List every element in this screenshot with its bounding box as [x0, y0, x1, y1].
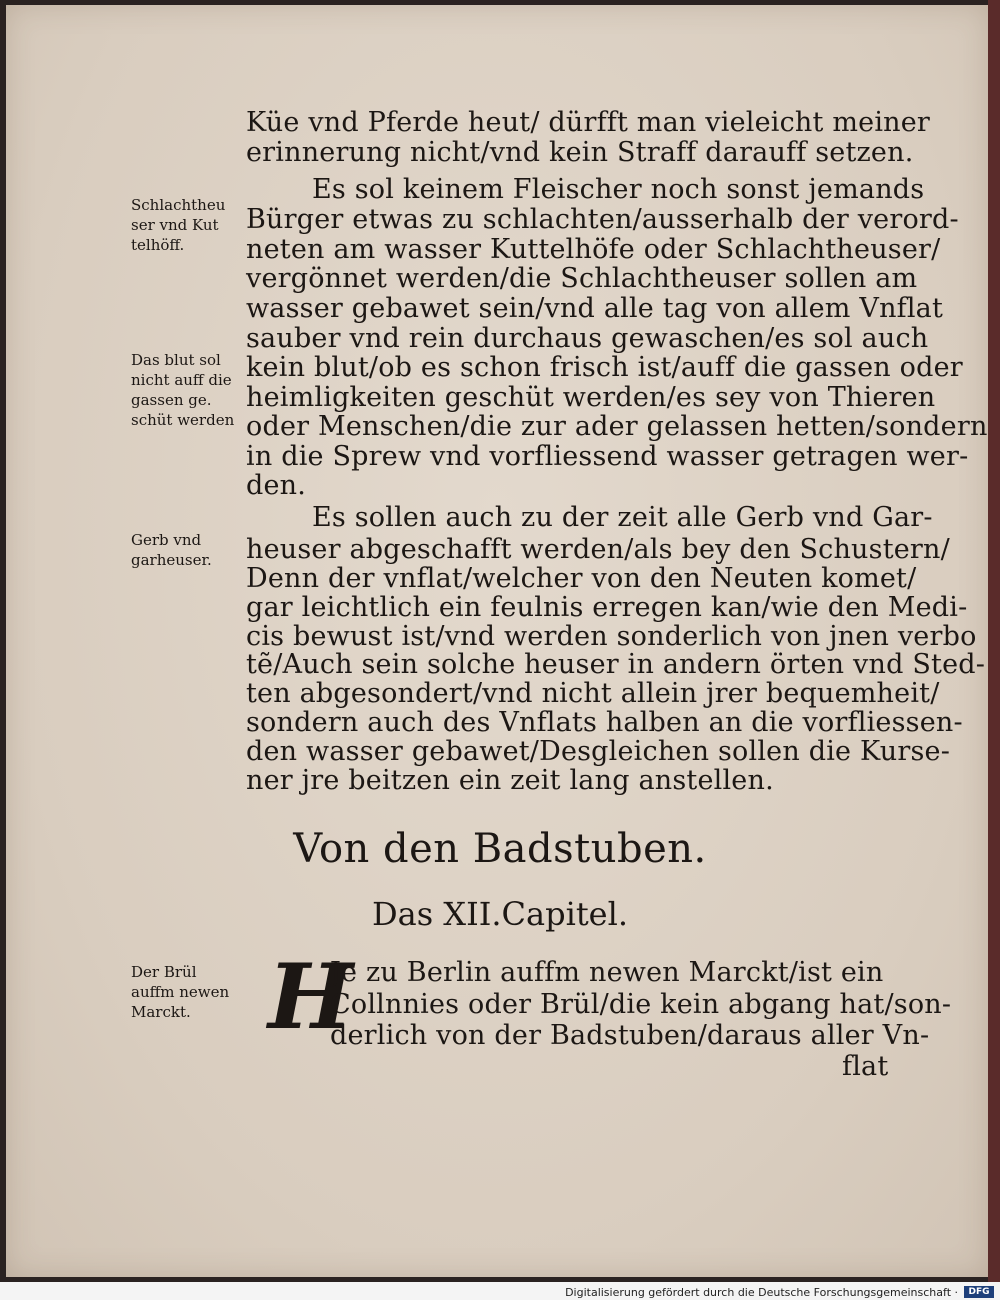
text-line-23: ner jre beitzen ein zeit lang anstellen.	[246, 765, 774, 796]
text-line-13: den.	[246, 470, 307, 501]
text-line-7: wasser gebawet sein/vnd alle tag von allem Vnflat	[246, 293, 944, 324]
text-line-4: Bürger etwas zu schlachten/ausserhalb der verord-	[246, 204, 959, 235]
decorated-initial-letter: H	[268, 944, 354, 1050]
text-line-20: ten abgesondert/vnd nicht allein jrer bequemheit/	[246, 678, 940, 709]
margin-note-line: gassen ge.	[131, 391, 212, 409]
chapter-title: Das XII.Capitel.	[371, 895, 629, 933]
text-line-22: den wasser gebawet/Desgleichen sollen die Kursе-	[246, 736, 951, 767]
chapter-line-3: derlich von der Badstuben/daraus aller Vn-	[330, 1020, 930, 1051]
margin-note-line: ser vnd Kut	[131, 216, 219, 234]
text-line-11: oder Menschen/die zur ader gelassen hetten/sondern	[246, 411, 988, 442]
margin-note-slaughterhouses	[131, 195, 251, 255]
text-line-18: cis bewust ist/vnd werden sonderlich von jnen verbo	[246, 621, 977, 652]
chapter-line-2: Collnnies oder Brül/die kein abgang hat/son-	[330, 989, 952, 1020]
margin-note-blood	[131, 350, 251, 430]
text-line-15: heuser abgeschafft werden/als bey den Schustern/	[246, 534, 950, 565]
margin-note-line: garheuser.	[131, 551, 212, 569]
text-line-9: kein blut/ob es schon frisch ist/auff die gassen oder	[246, 352, 963, 383]
funding-credit: Digitalisierung gefördert durch die Deutsche Forschungsgemeinschaft ·	[565, 1286, 958, 1299]
text-line-2: erinnerung nicht/vnd kein Straff darauff setzen.	[246, 137, 914, 168]
text-line-12: in die Sprew vnd vorfliessend wasser getragen wer-	[246, 441, 969, 472]
margin-note-line: Marckt.	[131, 1003, 191, 1021]
text-line-21: sondern auch des Vnflats halben an die vorfliessen-	[246, 707, 963, 738]
margin-note-line: Gerb vnd	[131, 531, 202, 549]
book-spine-edge	[988, 0, 1000, 1282]
text-line-3: Es sol keinem Fleischer noch sonst jemands	[312, 174, 925, 205]
dfg-logo-icon: DFG	[964, 1286, 994, 1298]
text-line-16: Denn der vnflat/welcher von den Neuten komet/	[246, 563, 917, 594]
text-line-10: heimligkeiten geschüt werden/es sey von Thieren	[246, 382, 936, 413]
catchword: flat	[842, 1051, 889, 1082]
margin-note-line: schüt werden	[131, 411, 235, 429]
margin-note-tanneries	[131, 530, 251, 570]
margin-note-bruel	[131, 962, 251, 1022]
chapter-line-1: Je zu Berlin auffm newen Marckt/ist ein	[330, 957, 884, 988]
text-line-1: Küe vnd Pferde heut/ dürfft man vieleicht meiner	[246, 107, 931, 138]
text-line-19: tẽ/Auch sein solche heuser in andern örten vnd Sted-	[246, 649, 986, 680]
text-line-14: Es sollen auch zu der zeit alle Gerb vnd Gar-	[312, 502, 933, 533]
margin-note-line: Der Brül	[131, 963, 197, 981]
margin-note-line: telhöff.	[131, 236, 185, 254]
text-line-17: gar leichtlich ein feulnis erregen kan/wie den Medi-	[246, 592, 968, 623]
section-heading: Von den Badstuben.	[293, 826, 707, 872]
margin-note-line: Schlachtheu	[131, 196, 226, 214]
margin-note-line: Das blut sol	[131, 351, 221, 369]
text-line-8: sauber vnd rein durchaus gewaschen/es sol auch	[246, 323, 929, 354]
margin-note-line: auffm newen	[131, 983, 230, 1001]
margin-note-line: nicht auff die	[131, 371, 232, 389]
text-line-6: vergönnet werden/die Schlachtheuser sollen am	[246, 263, 918, 294]
text-line-5: neten am wasser Kuttelhöfe oder Schlachtheuser/	[246, 234, 941, 265]
